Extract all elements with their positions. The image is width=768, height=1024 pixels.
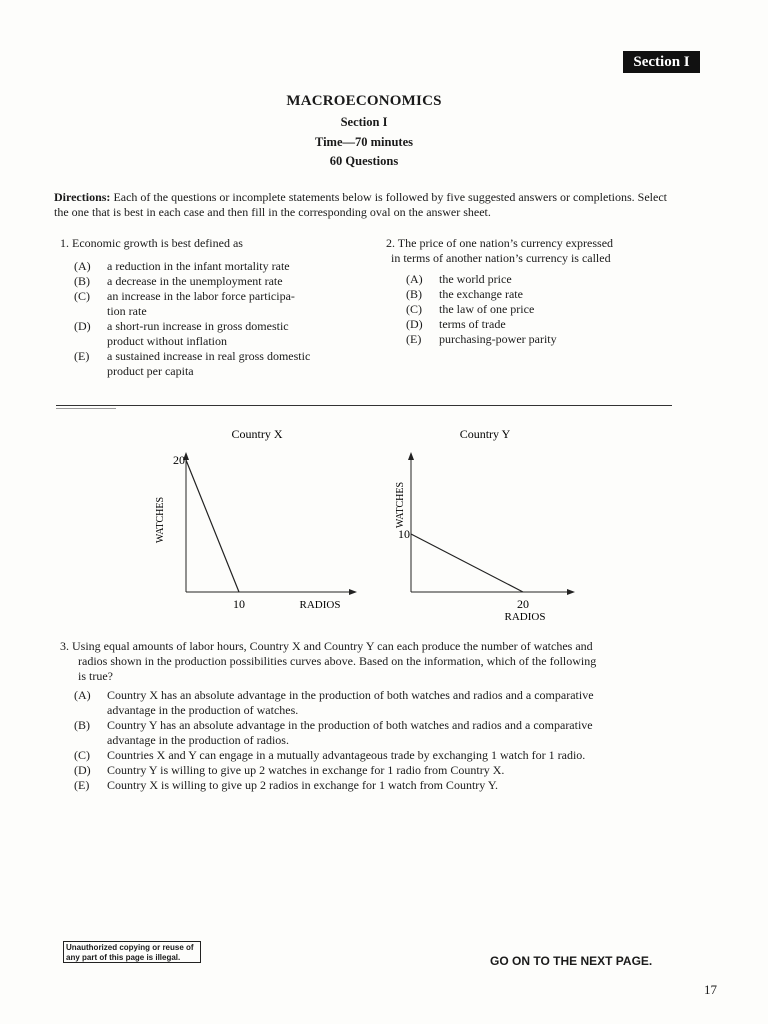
directions-label: Directions: — [54, 190, 111, 204]
chart-y-x-arrow — [567, 589, 575, 595]
section-badge: Section I — [623, 51, 700, 73]
option-text: the exchange rate — [439, 287, 523, 301]
question-2-option — [406, 272, 686, 287]
option-text: Countries X and Y can engage in a mutually advantageous trade by exchanging 1 watch for 1 radio. — [107, 748, 586, 762]
question-3-option — [74, 748, 700, 763]
option-text-continued: product without inflation — [107, 334, 227, 348]
page-number: 17 — [704, 982, 717, 997]
option-text: a reduction in the infant mortality rate — [107, 259, 290, 273]
question-2-option — [406, 302, 686, 317]
option-letter: (D) — [74, 763, 91, 777]
chart-x-x-tick: 10 — [233, 597, 245, 611]
separator-rule-dashed — [56, 408, 116, 409]
option-text: Country Y is willing to give up 2 watches in exchange for 1 radio from Country X. — [107, 763, 505, 777]
option-letter: (A) — [74, 259, 91, 273]
question-1-option — [74, 349, 360, 379]
option-text-continued: tion rate — [107, 304, 147, 318]
option-letter: (B) — [74, 718, 90, 732]
copyright-notice-line2: any part of this page is illegal. — [66, 953, 181, 962]
option-letter: (D) — [406, 317, 423, 331]
exam-title: MACROECONOMICS — [286, 93, 442, 109]
question-3-stem — [60, 639, 700, 684]
question-1-stem: 1. Economic growth is best defined as — [60, 236, 243, 250]
copyright-notice-line1: Unauthorized copying or reuse of — [66, 943, 194, 952]
chart-y-y-tick: 10 — [398, 527, 410, 541]
chart-x-y-tick: 20 — [173, 453, 185, 467]
option-text: Country X is willing to give up 2 radios in exchange for 1 watch from Country Y. — [107, 778, 498, 792]
option-letter: (E) — [74, 778, 90, 792]
directions — [54, 190, 674, 220]
question-1-options — [74, 259, 360, 379]
option-text: an increase in the labor force participa- — [107, 289, 295, 303]
option-letter: (B) — [406, 287, 422, 301]
option-letter: (D) — [74, 319, 91, 333]
question-2-stem-line2: in terms of another nation’s currency is called — [391, 251, 611, 265]
question-2-options — [406, 272, 686, 347]
option-letter: (C) — [74, 748, 90, 762]
question-2-option — [406, 332, 686, 347]
option-text: Country X has an absolute advantage in the production of both watches and radios and a comparative — [107, 688, 594, 702]
question-1-option — [74, 319, 360, 349]
question-2-option — [406, 317, 686, 332]
option-letter: (C) — [74, 289, 90, 303]
chart-y-x-tick: 20 — [517, 597, 529, 611]
chart-y-ylabel: WATCHES — [395, 481, 406, 529]
option-letter: (A) — [74, 688, 91, 702]
chart-y-title: Country Y — [459, 427, 511, 441]
option-text: Country Y has an absolute advantage in the production of both watches and radios and a comparative — [107, 718, 593, 732]
option-text: purchasing-power parity — [439, 332, 557, 346]
question-2-stem-line1: 2. The price of one nation’s currency expressed — [386, 236, 614, 250]
chart-country-y — [380, 420, 610, 630]
directions-text: Each of the questions or incomplete statements below is followed by five suggested answers or completions. Select the one that is best in each case and then fill in the corresponding oval on the answer sheet. — [54, 190, 667, 219]
question-3 — [60, 639, 700, 793]
option-letter: (E) — [406, 332, 422, 346]
option-text: a sustained increase in real gross domestic — [107, 349, 311, 363]
question-3-option — [74, 763, 700, 778]
question-1 — [60, 236, 360, 379]
go-next-page: GO ON TO THE NEXT PAGE. — [490, 954, 653, 968]
chart-x-x-arrow — [349, 589, 357, 595]
question-3-option — [74, 718, 700, 748]
chart-x-ylabel: WATCHES — [155, 496, 166, 544]
option-letter: (C) — [406, 302, 422, 316]
question-1-option — [74, 289, 360, 319]
option-text-continued: advantage in the production of watches. — [107, 703, 299, 717]
option-text: the law of one price — [439, 302, 535, 316]
question-2 — [386, 236, 686, 347]
chart-x-title: Country X — [231, 427, 283, 441]
option-text: the world price — [439, 272, 512, 286]
separator-rule — [56, 405, 672, 406]
option-text-continued: product per capita — [107, 364, 194, 378]
option-letter: (E) — [74, 349, 90, 363]
option-letter: (B) — [74, 274, 90, 288]
question-3-option — [74, 778, 700, 793]
chart-x-ppc-line — [186, 460, 239, 592]
question-3-options — [74, 688, 700, 793]
option-text: terms of trade — [439, 317, 506, 331]
chart-y-ppc-line — [411, 534, 523, 592]
chart-x-xlabel: RADIOS — [299, 599, 341, 611]
option-text-continued: advantage in the production of radios. — [107, 733, 289, 747]
question-count: 60 Questions — [329, 154, 399, 168]
question-3-option — [74, 688, 700, 718]
question-1-option — [74, 259, 360, 274]
chart-country-x — [140, 420, 370, 620]
section-label: Section I — [340, 115, 388, 129]
time-limit: Time—70 minutes — [314, 135, 414, 149]
question-3-stem-line: 3. Using equal amounts of labor hours, Country X and Country Y can each produce the number of watches and — [60, 639, 593, 653]
option-letter: (A) — [406, 272, 423, 286]
chart-y-xlabel: RADIOS — [504, 611, 546, 623]
chart-y-y-arrow — [408, 452, 414, 460]
copyright-notice — [63, 941, 201, 963]
question-3-stem-line: radios shown in the production possibilities curves above. Based on the information, which of the following — [78, 654, 597, 668]
option-text: a short-run increase in gross domestic — [107, 319, 289, 333]
question-3-stem-line: is true? — [78, 669, 113, 683]
option-text: a decrease in the unemployment rate — [107, 274, 283, 288]
question-1-option — [74, 274, 360, 289]
question-2-option — [406, 287, 686, 302]
